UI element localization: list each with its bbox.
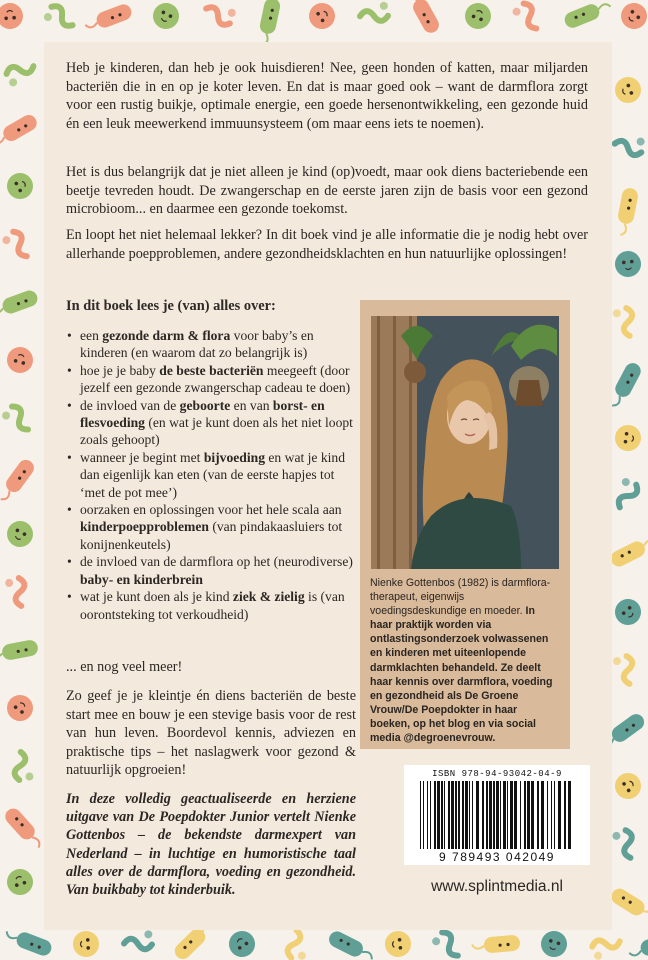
barcode-bar bbox=[437, 781, 440, 849]
feature-highlight: baby- en kinderbrein bbox=[80, 571, 203, 587]
feature-highlight: de beste bacteriën bbox=[159, 362, 264, 378]
microbe-icon bbox=[4, 344, 36, 376]
isbn-label: ISBN 978-94-93042-04-9 bbox=[432, 769, 562, 779]
barcode-bar bbox=[458, 781, 460, 849]
closing-paragraph: Zo geef je je kleintje én diens bacteriën de beste start mee en bouw je een stevige basis voor de rest van hun leven. Boordevol kennis, adviezen en praktische tips – het naslagwerk voor gezond & natuurlijk opgroeien! bbox=[66, 688, 356, 779]
barcode-bar bbox=[568, 781, 571, 849]
microbe-icon bbox=[1, 404, 33, 438]
microbe-icon bbox=[1, 229, 31, 263]
feature-highlight: borst- en flesvoeding bbox=[80, 397, 325, 431]
microbe-icon bbox=[538, 928, 571, 960]
feature-text: (van pindakaasluiers tot konijnenkeutels) bbox=[80, 519, 343, 552]
feature-list-item bbox=[66, 362, 356, 397]
intro-paragraph-1: Heb je kinderen, dan heb je ook huisdieren! Nee, geen honden of katten, maar miljarden bacteriën die in en op je koter leven. En dat is maar goed ook – want de darmflora zorgt voor een rustig buikje, optimale energie, een goede hersenontwikkeling, een gezonde huid én een leuk meewerkend immuunsysteem (om maar eens iets te noemen). bbox=[66, 60, 588, 132]
microbe-icon bbox=[431, 930, 462, 960]
microbe-icon bbox=[0, 2, 24, 30]
microbe-icon bbox=[2, 805, 46, 851]
barcode-bar bbox=[551, 781, 552, 849]
barcode-bar bbox=[520, 781, 521, 849]
microbe-icon bbox=[461, 0, 495, 33]
microbe-icon bbox=[614, 250, 643, 279]
feature-text: de invloed van de darmflora op het (neurodiverse) bbox=[80, 554, 353, 570]
microbe-icon bbox=[148, 0, 183, 34]
microbe-icon bbox=[608, 886, 648, 925]
barcode-bar bbox=[541, 781, 544, 849]
feature-highlight: kinderpoepproblemen bbox=[80, 519, 209, 535]
microbe-icon bbox=[471, 934, 520, 954]
barcode-bar bbox=[503, 781, 506, 849]
barcode-bar bbox=[524, 781, 526, 849]
barcode-number: 9 789493 042049 bbox=[439, 850, 555, 864]
barcode-bar bbox=[462, 781, 464, 849]
microbe-icon bbox=[3, 926, 54, 958]
microbe-icon bbox=[611, 73, 645, 107]
barcode-bar bbox=[455, 781, 457, 849]
barcode-bar bbox=[420, 781, 421, 849]
microbe-icon bbox=[0, 112, 40, 150]
barcode-bar bbox=[486, 781, 488, 849]
author-photo bbox=[371, 316, 559, 569]
microbe-icon bbox=[384, 930, 413, 959]
microbe-icon bbox=[42, 3, 76, 36]
barcode-bar bbox=[537, 781, 539, 849]
barcode-bar bbox=[472, 781, 473, 849]
feature-text: wanneer je begint met bbox=[80, 449, 204, 465]
microbe-icon bbox=[14, 752, 34, 781]
feature-text: oorzaken en oplossingen voor het hele scala aan bbox=[80, 502, 342, 518]
barcode-bar bbox=[451, 781, 454, 849]
list-heading: In dit boek lees je (van) alles over: bbox=[66, 298, 276, 314]
feature-text: een bbox=[80, 328, 103, 343]
microbe-icon bbox=[83, 2, 134, 34]
barcode-bar bbox=[444, 781, 445, 849]
feature-list-item bbox=[66, 327, 356, 362]
barcode-bar bbox=[441, 781, 443, 849]
microbe-icon bbox=[2, 690, 38, 726]
microbe-icon bbox=[72, 930, 99, 957]
microbe-icon bbox=[2, 516, 37, 551]
barcode-bar bbox=[558, 781, 561, 849]
barcode-bar bbox=[564, 781, 566, 849]
microbe-icon bbox=[607, 360, 644, 410]
microbe-icon bbox=[404, 0, 441, 36]
feature-text: wat je kunt doen als je kind bbox=[80, 589, 233, 605]
author-bio-lead: Nienke Gottenbos (1982) is darmfloratherapeut, eigenwijs voedingsdeskundige en moeder. bbox=[370, 577, 551, 618]
barcode-bar bbox=[427, 781, 428, 849]
barcode-bar bbox=[500, 781, 501, 849]
microbe-icon bbox=[627, 930, 648, 960]
microbe-icon bbox=[613, 130, 646, 157]
author-bio-details: In haar praktijk worden via ontlastingsonderzoek volwassenen en kinderen met uiteenlopende darmklachten behandeld. Ze deelt haar kennis over darmflora, voeding en gezondheid als De Groene Vrouw/De Poepdokter in haar boeken, op het blog en via social media @degroenevrouw. bbox=[370, 605, 553, 745]
feature-list-item bbox=[66, 397, 356, 449]
feature-highlight: geboorte bbox=[179, 397, 231, 413]
microbe-icon bbox=[256, 0, 282, 47]
microbe-icon bbox=[0, 639, 39, 664]
microbe-icon bbox=[613, 423, 642, 452]
microbe-icon bbox=[5, 578, 26, 608]
barcode-bar bbox=[469, 781, 470, 849]
microbe-icon bbox=[286, 929, 310, 960]
microbe-icon bbox=[614, 187, 639, 237]
microbe-icon bbox=[124, 930, 153, 950]
microbe-icon bbox=[0, 457, 37, 505]
microbe-icon bbox=[511, 1, 541, 35]
more-text: ... en nog veel meer! bbox=[66, 659, 183, 675]
barcode-bar bbox=[465, 781, 468, 849]
intro-paragraph-3: En loopt het niet helemaal lekker? In dit boek vind je alle informatie die je nodig hebt over allerhande poepproblemen, andere gezondheidsklachten en hun natuurlijke oplossingen! bbox=[66, 227, 588, 262]
feature-text: meegeeft (door jezelf een gezonde zwangerschap cadeau te doen) bbox=[80, 362, 351, 396]
feature-list-item bbox=[66, 449, 356, 501]
feature-list-item bbox=[66, 501, 356, 553]
barcode-bar bbox=[507, 781, 508, 849]
feature-text: is (van oorontsteking tot verkoudheid) bbox=[80, 589, 345, 622]
microbe-icon bbox=[612, 829, 636, 860]
author-bio bbox=[370, 576, 560, 745]
microbe-icon bbox=[613, 656, 635, 686]
intro-paragraph-2: Het is dus belangrijk dat je niet alleen je kind (op)voedt, maar ook diens bacteriebende een beetje tevreden houdt. De zwangerschap en de eerste jaren zijn de basis voor een gezond microbioom... en daarmee een gezonde toekomst. bbox=[66, 164, 588, 218]
barcode-bar bbox=[448, 781, 450, 849]
feature-text: voor baby’s en kinderen (en waarom dat zo belangrijk is) bbox=[80, 328, 314, 361]
barcode-bar bbox=[430, 781, 431, 849]
feature-highlight: bijvoeding bbox=[203, 449, 265, 465]
feature-highlight: ziek & zielig bbox=[232, 589, 305, 605]
feature-text: de invloed van de bbox=[80, 397, 180, 413]
microbe-icon bbox=[360, 2, 388, 21]
barcode-bar bbox=[554, 781, 555, 849]
edition-note: In deze volledig geactualiseerde en herziene uitgave van De Poepdokter Junior vertelt Nienke Gottenbos – de bekendste darmexpert van Nederland – in luchtige en humoristische taal alles over de darmflora, voeding en gezondheid. Van buikbaby tot kinderbuik. bbox=[66, 791, 356, 899]
barcode-bar bbox=[547, 781, 548, 849]
barcode-bar bbox=[489, 781, 492, 849]
publisher-website: www.splintmedia.nl bbox=[431, 878, 563, 895]
feature-text: (en wat je kunt doen als het niet loopt zoals gehoopt) bbox=[80, 415, 353, 448]
microbe-icon bbox=[591, 936, 622, 960]
microbe-icon bbox=[608, 533, 648, 569]
barcode-bar bbox=[434, 781, 436, 849]
feature-list-item bbox=[66, 588, 356, 623]
feature-list-item bbox=[66, 553, 356, 588]
microbe-icon bbox=[5, 61, 37, 87]
microbe-icon bbox=[2, 168, 37, 203]
microbe-icon bbox=[562, 0, 612, 30]
feature-list bbox=[66, 327, 356, 623]
barcode-bar bbox=[531, 781, 534, 849]
barcode-bar bbox=[514, 781, 517, 849]
microbe-icon bbox=[608, 476, 640, 510]
microbe-icon bbox=[4, 866, 37, 899]
microbe-icon bbox=[203, 0, 237, 28]
barcode-bar bbox=[496, 781, 499, 849]
microbe-icon bbox=[610, 594, 647, 631]
microbe-icon bbox=[224, 926, 260, 960]
microbe-icon bbox=[610, 768, 646, 804]
barcode-bar bbox=[527, 781, 530, 849]
microbe-icon bbox=[304, 0, 340, 34]
microbe-icon bbox=[0, 288, 40, 319]
microbe-icon bbox=[612, 307, 634, 337]
barcode-bar bbox=[482, 781, 484, 849]
barcode-bar bbox=[423, 781, 424, 849]
feature-text: en van bbox=[230, 397, 273, 413]
microbe-icon bbox=[326, 929, 376, 960]
feature-text: en wat je kind dan eigenlijk kan eten (van de eerste hapjes tot ‘met de pot mee’) bbox=[80, 449, 346, 500]
barcode-bar bbox=[510, 781, 513, 849]
microbe-icon bbox=[616, 0, 648, 34]
barcode-bar bbox=[493, 781, 495, 849]
feature-text: hoe je je baby bbox=[80, 362, 160, 378]
barcode-bar bbox=[476, 781, 479, 849]
feature-highlight: gezonde darm & flora bbox=[102, 328, 231, 343]
